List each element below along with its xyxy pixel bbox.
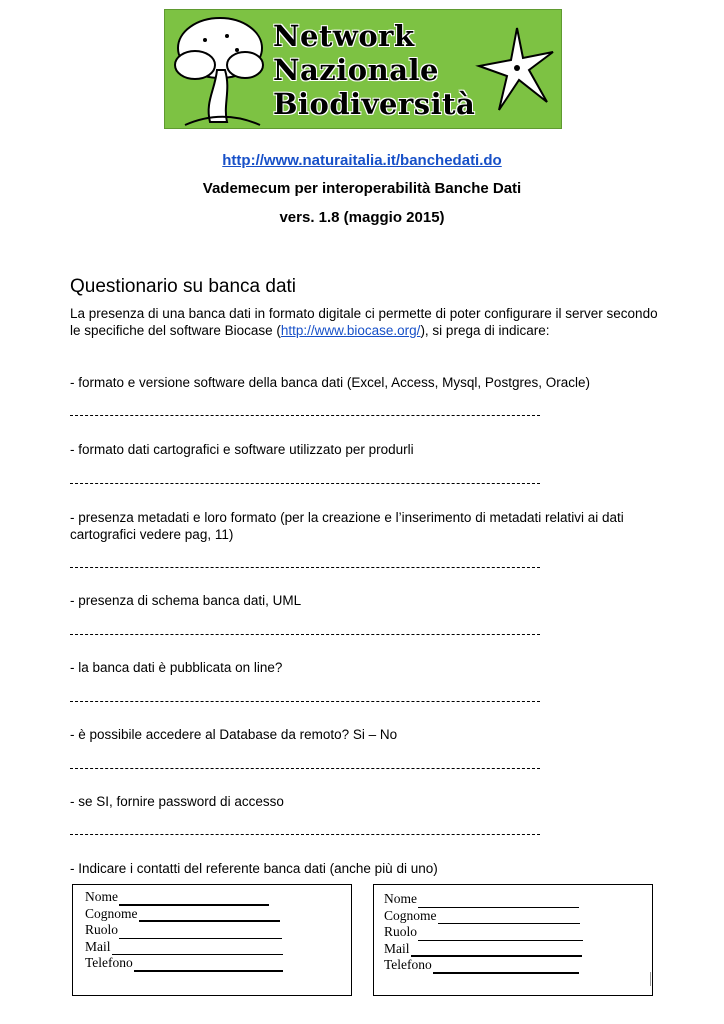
intro-text-before: La presenza di una banca dati in formato digitale ci permette di poter configurare il server secondo le specifiche del software Biocase ( [70,306,658,338]
logo-line-3: Biodiversità [273,87,476,121]
contact-2-ruolo-row [384,924,652,941]
contact-1-telefono-row [85,955,351,972]
question-6: - è possibile accedere al Database da remoto? Si – No [70,727,398,742]
contact-1-mail-row [85,939,351,956]
contact-1-cognome-row [85,906,351,923]
logo-line-2: Nazionale [273,53,439,87]
contact-box-1 [72,884,352,996]
contact-1-ruolo-row [85,922,351,939]
question-1: - formato e versione software della banca dati (Excel, Access, Mysql, Postgres, Oracle) [70,375,590,390]
contact-2-cognome-row [384,908,652,925]
answer-line-7 [70,834,540,835]
question-4: - presenza di schema banca dati, UML [70,593,302,608]
answer-line-3 [70,567,540,568]
question-3: - presenza metadati e loro formato (per la creazione e l’inserimento di metadati relativi ai dati cartografici vedere pag, 11) [70,510,624,542]
answer-line-6 [70,768,540,769]
biocase-link[interactable]: http://www.biocase.org/ [280,323,421,338]
contact-2-mail-row [384,941,652,958]
intro-text-after: ), si prega di indicare: [420,323,550,338]
website-link[interactable]: http://www.naturaitalia.it/banchedati.do [222,152,502,169]
answer-line-1 [70,415,540,416]
contact-1-mail-field[interactable] [112,942,283,955]
logo-line-1: Network [273,19,415,53]
question-2: - formato dati cartografici e software utilizzato per produrli [70,442,414,457]
contact-1-nome-field[interactable] [119,892,269,906]
question-7: - se SI, fornire password di accesso [70,794,284,809]
question-5: - la banca dati è pubblicata on line? [70,660,283,675]
contact-2-telefono-field[interactable] [433,960,579,974]
contact-1-telefono-label: Telefono [85,955,133,970]
section-heading: Questionario su banca dati [70,276,297,297]
contact-1-ruolo-field[interactable] [119,926,282,939]
logo [164,9,562,129]
contact-2-nome-row [384,891,652,908]
page-edge-mark [650,972,651,986]
contact-2-cognome-label: Cognome [384,907,437,923]
document-title: Vademecum per interoperabilità Banche Dati [202,180,522,197]
answer-line-2 [70,483,540,484]
contact-2-telefono-row [384,957,652,974]
contact-1-mail-label: Mail [85,938,111,954]
contact-box-2 [373,884,653,996]
contact-2-nome-field[interactable] [418,895,579,908]
intro-paragraph [70,305,660,339]
contact-1-cognome-label: Cognome [85,905,138,921]
contact-2-ruolo-label: Ruolo [384,924,418,939]
contact-2-telefono-label: Telefono [384,957,432,972]
contact-2-mail-field[interactable] [411,943,582,957]
contact-2-ruolo-field[interactable] [418,928,583,941]
contact-1-nome-label: Nome [85,889,118,904]
contact-1-telefono-field[interactable] [134,958,283,972]
contact-1-ruolo-label: Ruolo [85,922,119,937]
contact-2-nome-label: Nome [384,891,417,906]
contact-2-cognome-field[interactable] [438,911,580,924]
answer-line-5 [70,701,540,702]
header-url-line [0,152,724,169]
contact-1-cognome-field[interactable] [139,908,280,922]
answer-line-4 [70,634,540,635]
contact-2-mail-label: Mail [384,940,410,956]
document-version: vers. 1.8 (maggio 2015) [279,209,445,226]
contact-1-nome-row [85,889,351,906]
question-8: - Indicare i contatti del referente banca dati (anche più di uno) [70,861,438,876]
